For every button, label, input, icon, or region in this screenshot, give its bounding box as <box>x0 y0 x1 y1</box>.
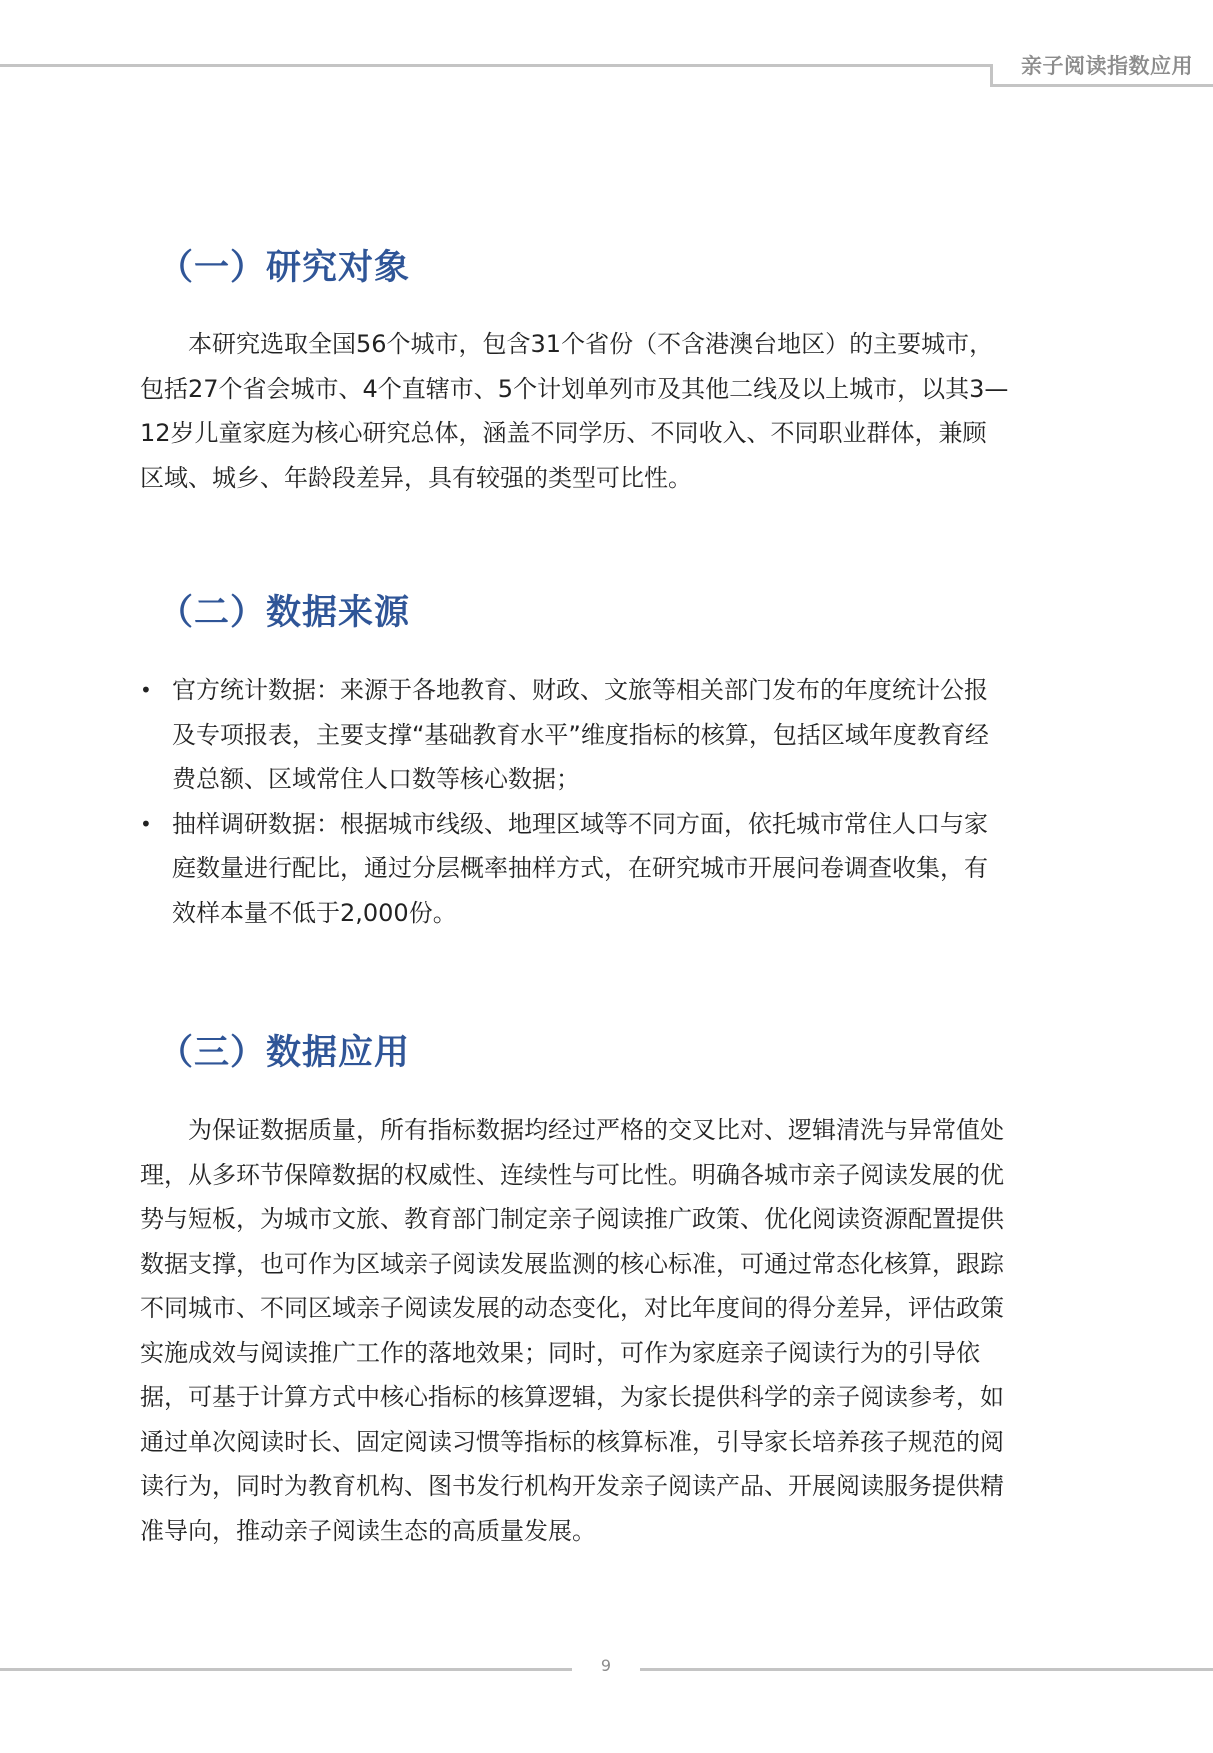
page-number: 9 <box>600 1656 612 1675</box>
footer-rule-right <box>640 1668 1213 1671</box>
section-paragraph-research-object: 本研究选取全国56个城市，包含31个省份（不含港澳台地区）的主要城市，包括27个省会城市、4个直辖市、5个计划单列市及其他二线及以上城市，以其3—12岁儿童家庭为核心研究总体，涵盖不同学历、不同收入、不同职业群体，兼顾区域、城乡、年龄段差异，具有较强的类型可比性。 <box>140 330 1009 492</box>
section-paragraph-data-application: 为保证数据质量，所有指标数据均经过严格的交叉比对、逻辑清洗与异常值处理，从多环节保障数据的权威性、连续性与可比性。明确各城市亲子阅读发展的优势与短板，为城市文旅、教育部门制定亲子阅读推广政策、优化阅读资源配置提供数据支撑，也可作为区域亲子阅读发展监测的核心标准，可通过常态化核算，跟踪不同城市、不同区域亲子阅读发展的动态变化，对比年度间的得分差异，评估政策实施成效与阅读推广工作的落地效果；同时，可作为家庭亲子阅读行为的引导依据，可基于计算方式中核心指标的核算逻辑，为家长提供科学的亲子阅读参考，如通过单次阅读时长、固定阅读习惯等指标的核算标准，引导家长培养孩子规范的阅读行为，同时为教育机构、图书发行机构开发亲子阅读产品、开展阅读服务提供精准导向，推动亲子阅读生态的高质量发展。 <box>140 1116 1004 1545</box>
list-item <box>140 668 1010 802</box>
section-heading-research-object: （一）研究对象 <box>158 248 411 288</box>
list-item <box>140 802 1010 936</box>
bullet-icon: • <box>140 811 152 836</box>
section-heading-data-application: （三）数据应用 <box>158 1033 411 1073</box>
footer-rule-left <box>0 1668 572 1671</box>
data-source-list <box>140 668 1010 935</box>
section-heading-data-source: （二）数据来源 <box>158 593 411 633</box>
list-item-text: 官方统计数据：来源于各地教育、财政、文旅等相关部门发布的年度统计公报及专项报表，主要支撑“基础教育水平”维度指标的核算，包括区域年度教育经费总额、区域常住人口数等核心数据； <box>172 676 989 793</box>
list-item-text: 抽样调研数据：根据城市线级、地理区域等不同方面，依托城市常住人口与家庭数量进行配比，通过分层概率抽样方式，在研究城市开展问卷调查收集，有效样本量不低于2,000份。 <box>172 809 988 927</box>
header-rule-tick <box>990 64 993 86</box>
running-header-title: 亲子阅读指数应用 <box>1021 54 1193 78</box>
header-rule-right <box>990 84 1213 87</box>
bullet-icon: • <box>140 678 152 702</box>
header-rule <box>0 64 992 67</box>
